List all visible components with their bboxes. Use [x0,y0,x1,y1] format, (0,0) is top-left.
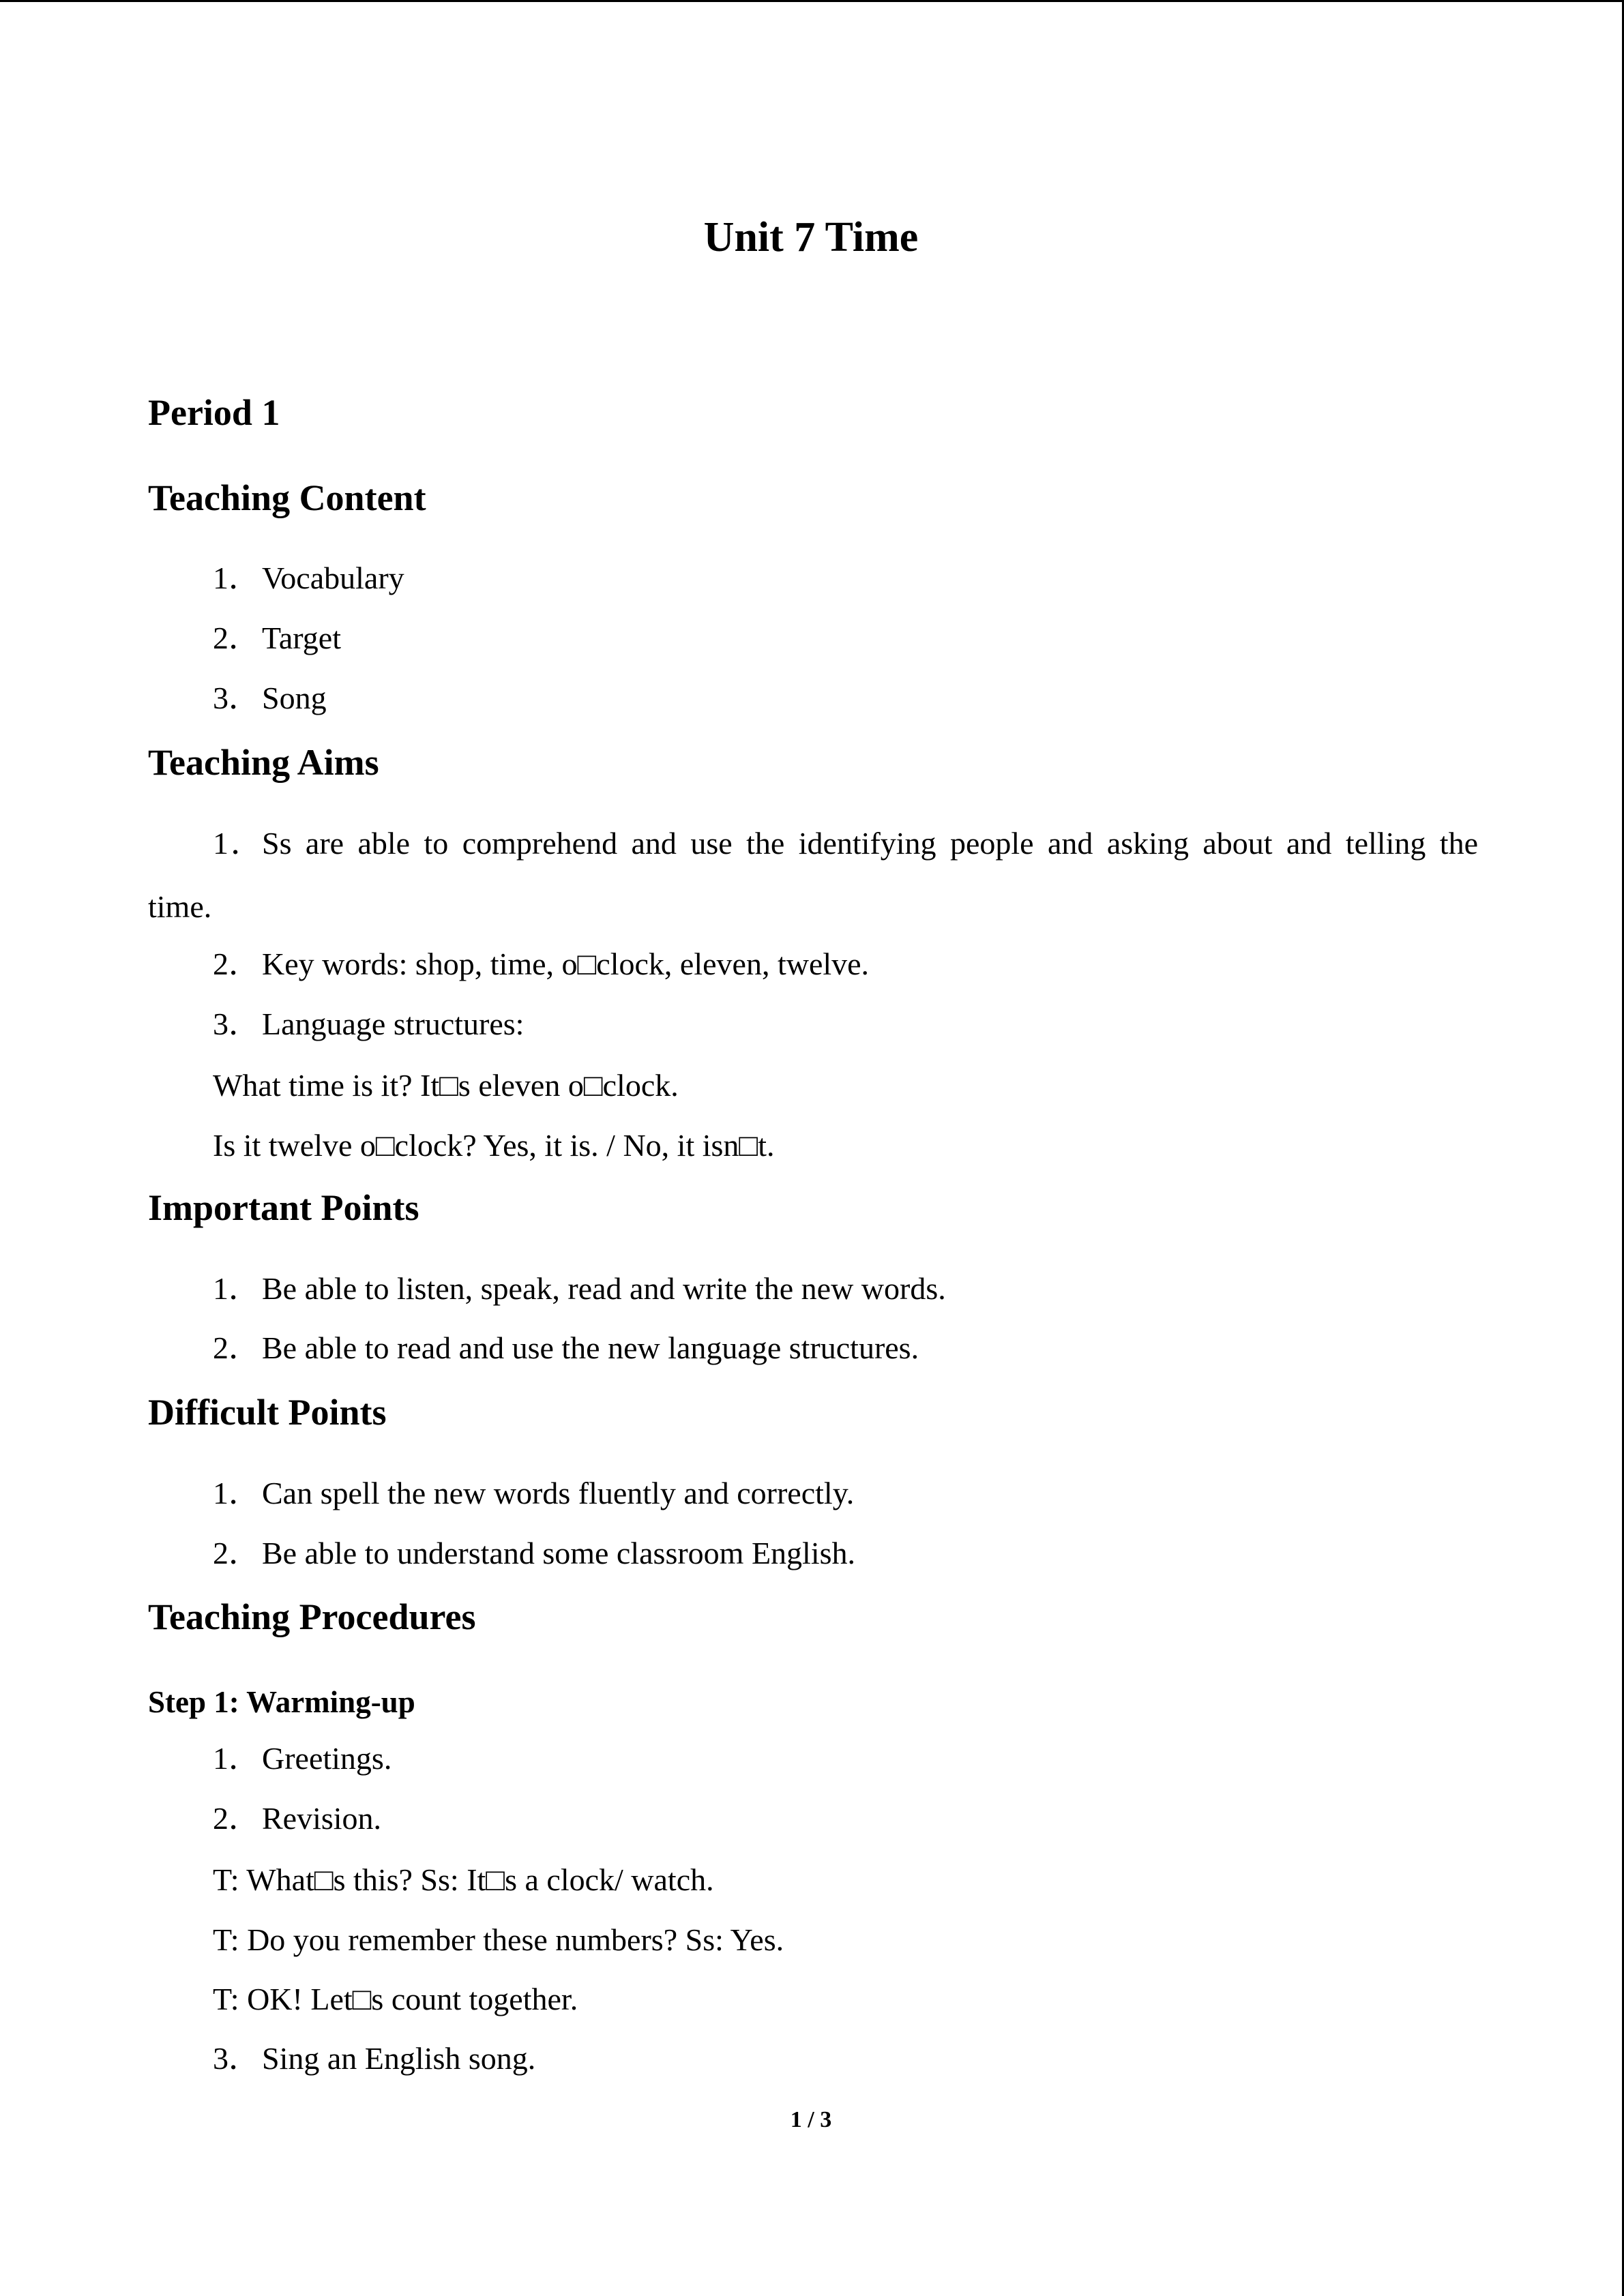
list-text: Can spell the new words fluently and correctly. [262,1476,855,1510]
list-item [213,1533,855,1574]
list-number: 1． [213,1741,260,1776]
difficult-points-heading: Difficult Points [148,1392,387,1433]
list-number: 2． [213,621,260,655]
list-item [213,1004,524,1045]
aims-item-1-line-1 [213,823,1478,864]
list-text: Revision. [262,1801,382,1836]
aims-item-1-line-2: time. [148,889,212,924]
list-text: Greetings. [262,1741,392,1776]
list-number: 2． [213,946,260,981]
list-number: 2． [213,1536,260,1570]
list-item [213,1268,946,1309]
list-text: Be able to read and use the new language structures. [262,1330,919,1365]
teaching-aims-heading: Teaching Aims [148,742,379,783]
list-text: Target [262,621,341,655]
list-item [213,944,869,985]
list-number: 2． [213,1330,260,1365]
list-text: Song [262,681,327,715]
list-text: Ss are able to comprehend and use the identifying people and asking about and telling the [262,826,1478,861]
important-points-heading: Important Points [148,1187,419,1228]
list-item [213,678,327,719]
dialogue-line: T: Do you remember these numbers? Ss: Yes. [213,1922,784,1957]
list-number: 3． [213,681,260,715]
list-number: 1． [213,1476,260,1510]
dialogue-line: T: What□s this? Ss: It□s a clock/ watch. [213,1862,714,1897]
list-text: Be able to listen, speak, read and write the new words. [262,1271,946,1306]
list-item [213,1328,919,1369]
list-item [213,2038,535,2079]
list-item [213,1738,392,1779]
list-item [213,1473,854,1514]
list-number: 1． [213,561,260,595]
dialogue-line: T: OK! Let□s count together. [213,1982,578,2016]
list-item [213,618,341,659]
list-number: 2． [213,1801,260,1836]
list-text: Be able to understand some classroom English. [262,1536,856,1570]
list-number: 1． [213,1271,260,1306]
list-number: 1． [213,826,262,861]
teaching-procedures-heading: Teaching Procedures [148,1596,476,1637]
page-number: 1 / 3 [790,2107,832,2132]
list-item [213,558,404,599]
document-title: Unit 7 Time [703,214,919,260]
list-number: 3． [213,1007,260,1041]
list-text: Language structures: [262,1007,525,1041]
list-text: Key words: shop, time, o□clock, eleven, twelve. [262,946,870,981]
step-1-heading: Step 1: Warming-up [148,1685,415,1719]
teaching-content-heading: Teaching Content [148,477,426,518]
list-number: 3． [213,2041,260,2076]
period-heading: Period 1 [148,392,280,433]
language-structure-1: What time is it? It□s eleven o□clock. [213,1068,679,1103]
language-structure-2: Is it twelve o□clock? Yes, it is. / No, it isn□t. [213,1128,775,1163]
list-item [213,1798,381,1839]
list-text: Sing an English song. [262,2041,536,2076]
list-text: Vocabulary [262,561,404,595]
